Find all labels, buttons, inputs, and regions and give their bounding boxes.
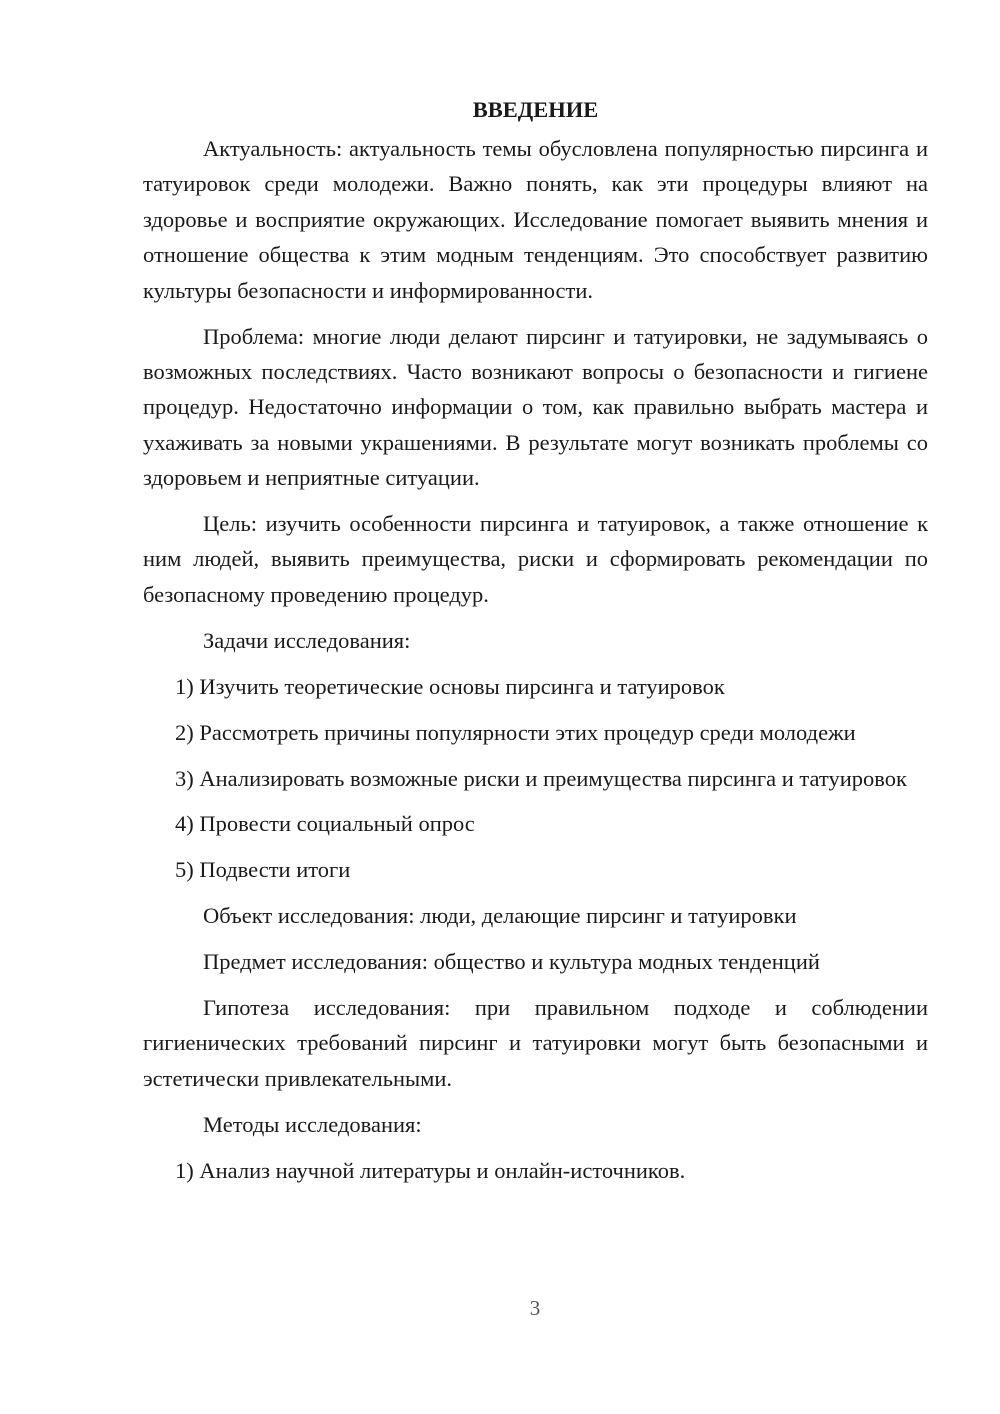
task-item-2: 2) Рассмотреть причины популярности этих процедур среди молодежи	[175, 719, 856, 745]
goal-paragraph: Цель: изучить особенности пирсинга и татуировок, а также отношение к ним людей, выявить преимущества, риски и сформировать рекомендации по безопасному проведению процедур.	[143, 511, 928, 607]
method-item-1: 1) Анализ научной литературы и онлайн-источников.	[175, 1157, 686, 1183]
task-item-5: 5) Подвести итоги	[175, 857, 351, 883]
task-item-1: 1) Изучить теоретические основы пирсинга и татуировок	[175, 673, 725, 699]
research-subject: Предмет исследования: общество и культура модных тенденций	[203, 949, 820, 975]
task-item-3: 3) Анализировать возможные риски и преимущества пирсинга и татуировок	[175, 765, 907, 791]
document-page	[143, 92, 928, 1199]
section-title: ВВЕДЕНИЕ	[472, 97, 599, 122]
tasks-heading: Задачи исследования:	[203, 627, 411, 653]
methods-heading: Методы исследования:	[203, 1111, 422, 1137]
task-item-4: 4) Провести социальный опрос	[175, 811, 475, 837]
hypothesis-paragraph: Гипотеза исследования: при правильном подходе и соблюдении гигиенических требований пирсинг и татуировки могут быть безопасными и эстетически привлекательными.	[143, 995, 928, 1091]
page-number: 3	[529, 1296, 541, 1320]
research-object: Объект исследования: люди, делающие пирсинг и татуировки	[203, 903, 797, 929]
relevance-paragraph: Актуальность: актуальность темы обусловлена популярностью пирсинга и татуировок среди молодежи. Важно понять, как эти процедуры влияют на здоровье и восприятие окружающих. Исследование помогает выявить мнения и отношение общества к этим модным тенденциям. Это способствует развитию культуры безопасности и информированности.	[143, 136, 928, 303]
problem-paragraph: Проблема: многие люди делают пирсинг и татуировки, не задумываясь о возможных последствиях. Часто возникают вопросы о безопасности и гигиене процедур. Недостаточно информации о том, как правильно выбрать мастера и ухаживать за новыми украшениями. В результате могут возникать проблемы со здоровьем и неприятные ситуации.	[143, 323, 928, 491]
